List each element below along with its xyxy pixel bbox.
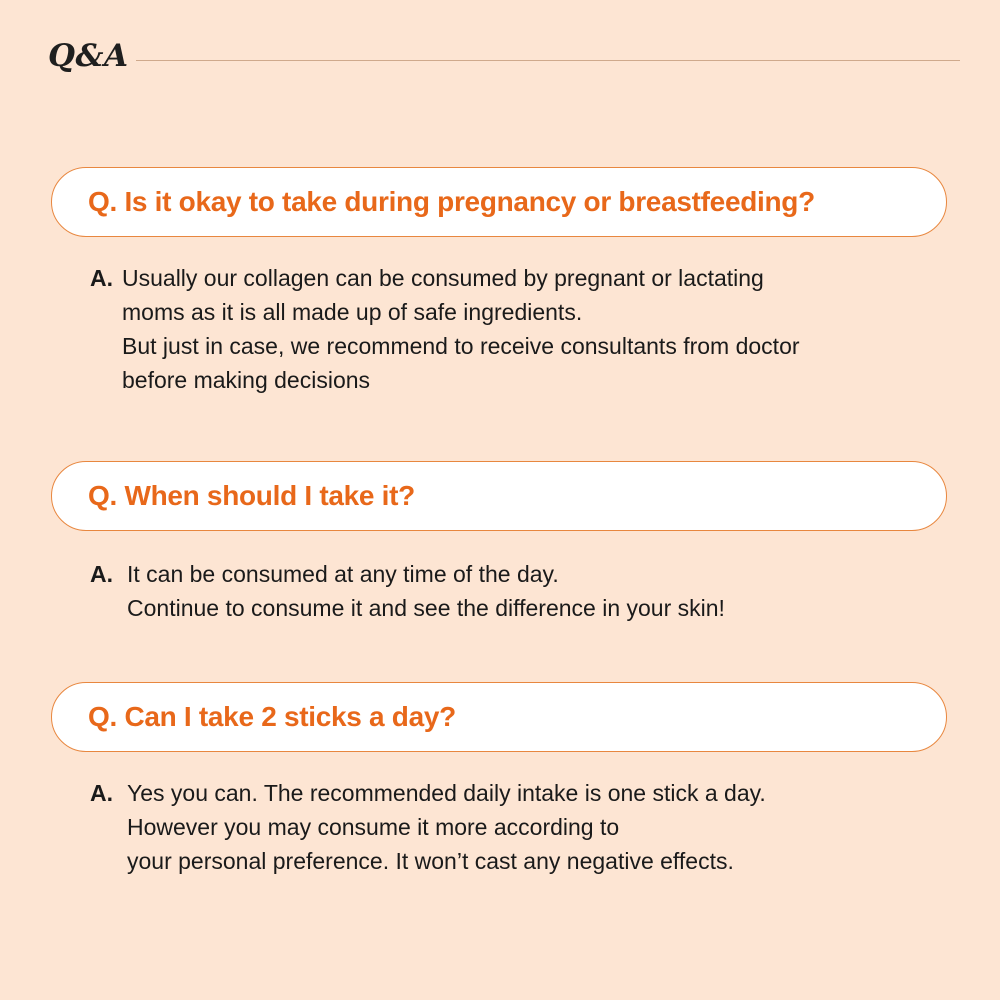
faq-answer-3 [90,776,766,878]
faq-answer-1 [90,261,800,397]
answer-line: moms as it is all made up of safe ingredients. [122,299,583,325]
answer-text [127,776,766,878]
faq-question-3 [51,682,947,752]
question-text: Q. Is it okay to take during pregnancy or breastfeeding? [88,186,815,217]
page-title: Q&A [48,38,129,74]
answer-line: Yes you can. The recommended daily intake is one stick a day. [127,780,766,806]
answer-marker: A. [90,265,113,291]
answer-text [127,557,725,625]
answer-line: your personal preference. It won’t cast any negative effects. [127,848,734,874]
answer-text [122,261,800,397]
question-text: Q. When should I take it? [88,480,415,511]
faq-question-2 [51,461,947,531]
faq-answer-2 [90,557,725,625]
question-text: Q. Can I take 2 sticks a day? [88,701,456,732]
answer-line: before making decisions [122,367,371,393]
answer-marker: A. [90,780,113,806]
faq-question-1 [51,167,947,237]
answer-marker: A. [90,561,113,587]
answer-line: But just in case, we recommend to receive consultants from doctor [122,333,800,359]
answer-line: Usually our collagen can be consumed by pregnant or lactating [122,265,764,291]
header-divider [136,60,960,61]
answer-line: Continue to consume it and see the difference in your skin! [127,595,725,621]
answer-line: However you may consume it more according to [127,814,620,840]
answer-line: It can be consumed at any time of the day. [127,561,559,587]
